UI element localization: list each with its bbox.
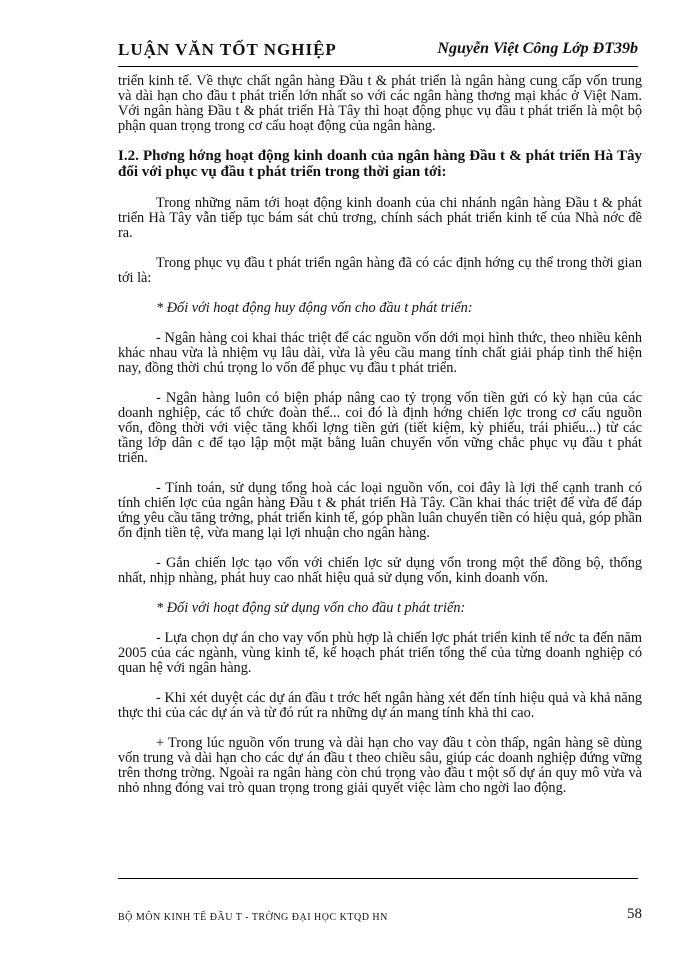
header-title: LUẬN VĂN TỐT NGHIỆP <box>118 40 337 59</box>
paragraph: - Ngân hàng coi khai thác triệt để các nguồn vốn dới mọi hình thức, theo nhiều kênh khác nhau vừa là nhiệm vụ lâu dài, vừa là yêu cầu mang tính chất giải pháp tình thế hiện nay, đồng thời chú trọng lo vốn để phục vụ đầu t phát triển. <box>118 330 642 376</box>
paragraph: - Lựa chọn dự án cho vay vốn phù hợp là chiến lợc phát triển kinh tế nớc ta đến năm 2005 của các ngành, vùng kinh tế, kế hoạch phát triển tổng thể của từng doanh nghiệp có quan hệ với ngân hàng. <box>118 630 642 676</box>
subheading: * Đối với hoạt động huy động vốn cho đầu t phát triển: <box>156 300 473 316</box>
paragraph: Trong phục vụ đầu t phát triển ngân hàng đã có các định hớng cụ thể trong thời gian tới là: <box>118 255 642 286</box>
paragraph: - Gắn chiến lợc tạo vốn với chiến lợc sử dụng vốn trong một thể đồng bộ, thống nhất, nhịp nhàng, phát huy cao nhất hiệu quả sử dụng vốn, kinh doanh vốn. <box>118 555 642 586</box>
paragraph: - Khi xét duyệt các dự án đầu t trớc hết ngân hàng xét đến tính hiệu quả và khả năng thực thi của các dự án và từ đó rút ra những dự án mang tính khả thi cao. <box>118 690 642 721</box>
footer-divider <box>118 878 638 879</box>
page-body <box>118 74 642 796</box>
paragraph-intro: triển kinh tế. Về thực chất ngân hàng Đầu t & phát triển là ngân hàng cung cấp vốn trung và dài hạn cho đầu t phát triển lớn nhất so với các ngân hàng thơng mại khác ở Việt Nam. Với ngân hàng Đầu t & phát triển Hà Tây thì hoạt động phục vụ đầu t phát triển là một bộ phận quan trọng trong cơ cấu hoạt động của ngân hàng. <box>118 73 642 134</box>
paragraph: - Tính toán, sử dụng tổng hoà các loại nguồn vốn, coi đây là lợi thế cạnh tranh có tính chiến lợc của ngân hàng Đầu t & phát triển Hà Tây. Cần khai thác triệt để vừa để đáp ứng yêu cầu tăng trởng, phát triển kinh tế, góp phần luân chuyển tiền có hiệu quả, góp phần ổn định tiền tệ, vừa mang lại lợi nhuận cho ngân hàng. <box>118 480 642 541</box>
page-number: 58 <box>627 906 642 922</box>
section-heading: I.2. Phơng hớng hoạt động kinh doanh của ngân hàng Đầu t & phát triển Hà Tây đối với phục vụ đầu t phát triển trong thời gian tới: <box>118 148 642 180</box>
header-author: Nguyễn Việt Công Lớp ĐT39b <box>437 40 638 57</box>
subheading: * Đối với hoạt động sử dụng vốn cho đầu t phát triển: <box>156 600 466 616</box>
footer-department: BỘ MÔN KINH TẾ ĐẦU T - TRỜNG ĐẠI HỌC KTQD HN <box>118 912 388 923</box>
paragraph: - Ngân hàng luôn có biện pháp nâng cao tỷ trọng vốn tiền gửi có kỳ hạn của các doanh nghiệp, các tổ chức đoàn thể... coi đó là định hớng chiến lợc trong cơ cấu nguồn vốn, đồng thời với việc tăng khối lợng tiền gửi (tiết kiệm, kỳ phiếu, trái phiếu...) từ các tầng lớp dân c để tạo lập một mặt bằng luân chuyển vốn vững chắc phục vụ đầu t phát triển. <box>118 390 642 466</box>
header-divider <box>118 66 638 67</box>
paragraph: + Trong lúc nguồn vốn trung và dài hạn cho vay đầu t còn thấp, ngân hàng sẽ dùng vốn trung và dài hạn cho các dự án đầu t theo chiều sâu, giúp các doanh nghiệp đứng vững trên thơng trờng. Ngoài ra ngân hàng còn chú trọng vào đầu t một số dự án quy mô vừa và nhỏ nhng đóng vai trò quan trọng trong giải quyết việc làm cho ngời lao động. <box>118 735 642 796</box>
paragraph: Trong những năm tới hoạt động kinh doanh của chi nhánh ngân hàng Đầu t & phát triển Hà Tây vẫn tiếp tục bám sát chủ trơng, chính sách phát triển kinh tế của Nhà nớc đề ra. <box>118 195 642 241</box>
page-header <box>118 40 638 64</box>
